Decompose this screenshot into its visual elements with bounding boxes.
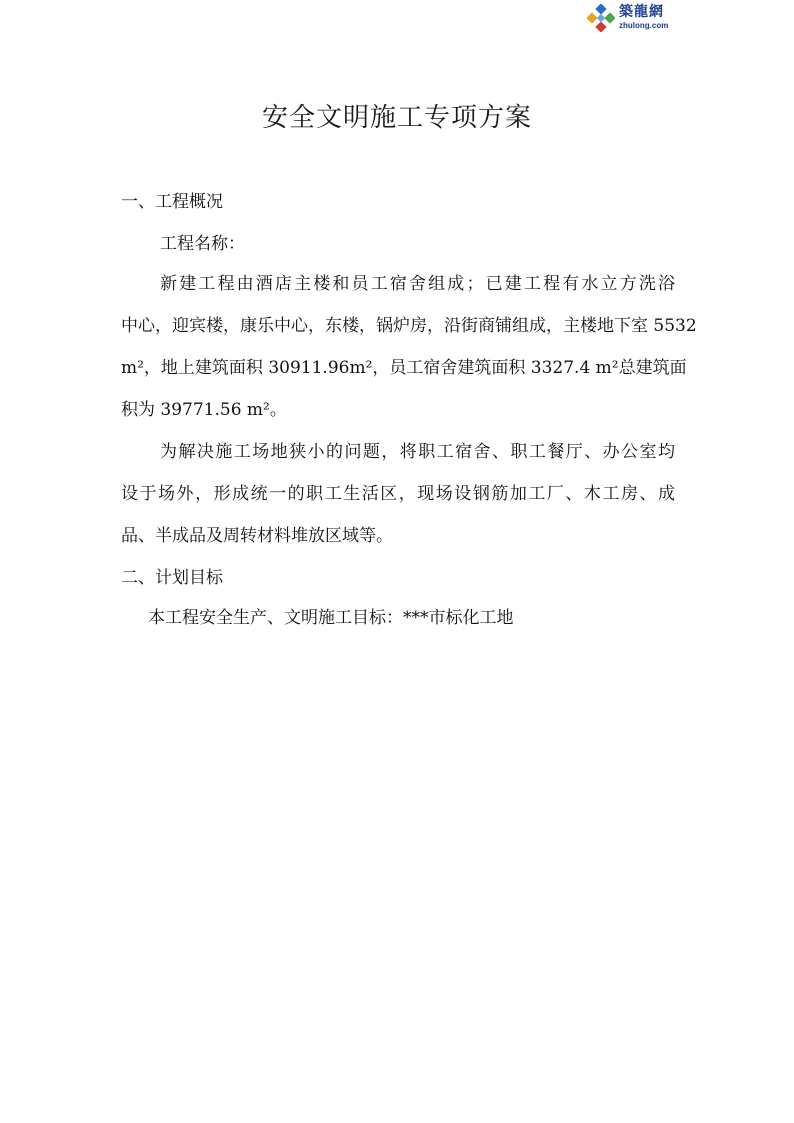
paragraph-line: 中心，迎宾楼，康乐中心，东楼，锅炉房，沿街商铺组成，主楼地下室 5532 <box>121 316 697 336</box>
document-title: 安全文明施工专项方案 <box>261 103 532 133</box>
section-heading-goals: 二、计划目标 <box>121 568 223 588</box>
paragraph-line: m²，地上建筑面积 30911.96m²，员工宿舍建筑面积 3327.4 m²总建筑面 <box>121 358 687 378</box>
project-name-line: 工程名称： <box>160 234 245 254</box>
logo-url: zhulong.com <box>619 21 669 30</box>
paragraph-line: 品、半成品及周转材料堆放区域等。 <box>121 526 393 546</box>
zhulong-logo <box>587 4 687 34</box>
paragraph-line: 积为 39771.56 m²。 <box>121 400 287 420</box>
paragraph-line: 设于场外，形成统一的职工生活区，现场设钢筋加工厂、木工房、成 <box>121 484 675 504</box>
logo-name: 築龍網 <box>619 4 664 20</box>
paragraph-line: 为解决施工场地狭小的问题，将职工宿舍、职工餐厅、办公室均 <box>160 442 675 462</box>
target-line: 本工程安全生产、文明施工目标：***市标化工地 <box>148 608 514 628</box>
section-heading-overview: 一、工程概况 <box>121 192 223 212</box>
zhulong-logo-icon <box>587 4 615 32</box>
paragraph-line: 新建工程由酒店主楼和员工宿舍组成；已建工程有水立方洗浴 <box>160 274 675 294</box>
